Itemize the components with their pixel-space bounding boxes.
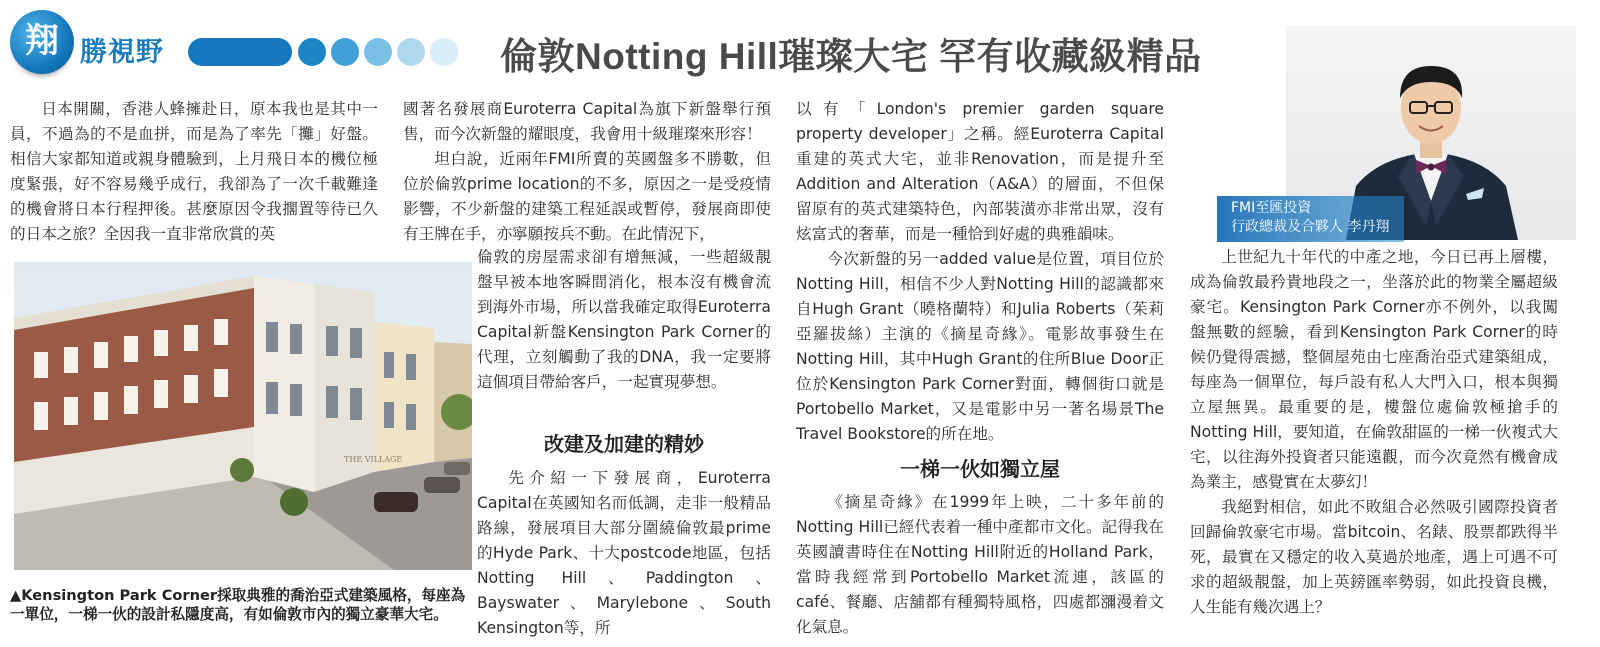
building-photo <box>14 262 472 570</box>
header-decoration-dot <box>331 38 359 66</box>
paragraph: 今次新盤的另一added value是位置，項目位於Notting Hill，相信不少人對Notting Hill的認識都來自Hugh Grant（曉格蘭特）和Julia Roberts（茱莉亞羅拔絲）主演的《摘星奇緣》。電影故事發生在Notting Hill，其中Hugh Grant的住所Blue Door正位於Kensington Park Corner對面，轉個街口就是Portobello Market，又是電影中另一著名場景The Travel Bookstore的所在地。 <box>796 250 1164 443</box>
paragraph: 先介紹一下發展商，Euroterra Capital在英國知名而低調，走非一般精品路線，發展項目大部分圍繞倫敦最prime的Hyde Park、十大postcode地區，包括Notting Hill、Paddington、Bayswater、Marylebone、South Kensington等，所 <box>477 469 771 637</box>
photo-caption: ▲Kensington Park Corner採取典雅的喬治亞式建築風格，每座為一單位，一梯一伙的設計私隱度高，有如倫敦市內的獨立豪華大宅。 <box>10 587 466 623</box>
article-column-2-bottom <box>477 466 771 641</box>
paragraph: 國著名發展商Euroterra Capital為旗下新盤舉行預售，而今次新盤的耀眼度，我會用十級璀璨來形容！ <box>403 100 771 143</box>
header-decoration-dot <box>430 38 458 66</box>
svg-text:THE VILLAGE: THE VILLAGE <box>344 455 403 464</box>
author-company: FMI至匯投資 <box>1231 200 1312 216</box>
paragraph: 以有「London's premier garden square property developer」之稱。經Euroterra Capital重建的英式大宅，並非Renovation，而是提升至Addition and Alteration（A&A）的層面，不但保留原有的英式建築特色，內部裝潢亦非常出眾，沒有炫富式的奢華，而是一種恰到好處的典雅韻味。 <box>796 100 1164 243</box>
paragraph: 倫敦的房屋需求卻有增無減，一些超級靚盤早被本地客瞬間消化，根本沒有機會流到海外市場，所以當我確定取得Euroterra Capital新盤Kensington Park Corner的代理，立刻觸動了我的DNA，我一定要將這個項目帶給客戶，一起實現夢想。 <box>477 248 771 391</box>
section-subhead: 一梯一伙如獨立屋 <box>900 457 1060 481</box>
article-column-4 <box>1190 245 1558 620</box>
paragraph: 日本開關，香港人蜂擁赴日，原本我也是其中一員，不過為的不是血拼，而是為了率先「攤」好盤。相信大家都知道或親身體驗到，上月飛日本的機位極度緊張，好不容易幾乎成行，我卻為了一次千載難逢的機會將日本行程押後。甚麼原因令我擱置等待已久的日本之旅？全因我一直非常欣賞的英 <box>10 100 378 243</box>
article-column-3 <box>796 97 1164 447</box>
headline: 倫敦Notting Hill璀璨大宅 罕有收藏級精品 <box>500 36 1202 77</box>
article-column-1 <box>10 97 378 247</box>
column-logo: 翔 <box>10 10 74 74</box>
header-decoration-dot <box>298 38 326 66</box>
column-name: 勝視野 <box>80 37 164 68</box>
paragraph: 《摘星奇緣》在1999年上映，二十多年前的Notting Hill已經代表着一種中產都市文化。記得我在英國讀書時住在Notting Hill附近的Holland Park，當時我經常到Portobello Market流連，該區的café、餐廳、店舖都有種獨特風格，四處都瀰漫着文化氣息。 <box>796 493 1164 636</box>
header-decoration-dot <box>364 38 392 66</box>
header-decoration-bar <box>188 38 292 66</box>
article-column-3-bottom <box>796 490 1164 640</box>
paragraph: 上世紀九十年代的中產之地，今日已再上層樓，成為倫敦最矜貴地段之一，坐落於此的物業全屬超級豪宅。Kensington Park Corner亦不例外，以我闖盤無數的經驗，看到Kensington Park Corner的時候仍覺得震撼，整個屋苑由七座喬治亞式建築組成，每座為一個單位，每戶設有私人大門入口，根本與獨立屋無異。最重要的是，樓盤位處倫敦極搶手的Notting Hill，要知道，在倫敦甜區的一梯一伙複式大宅，以往海外投資者只能遠觀，而今次竟然有機會成為業主，感覺實在太夢幻！ <box>1190 248 1558 491</box>
article-column-2-top <box>403 97 771 247</box>
author-title: 行政總裁及合夥人 李丹翔 <box>1231 219 1390 235</box>
paragraph: 坦白說，近兩年FMI所賣的英國盤多不勝數，但位於倫敦prime location的不多，原因之一是受疫情影響，不少新盤的建築工程延誤或暫停，發展商即使有王牌在手，亦寧願按兵不動。在此情況下， <box>403 150 771 243</box>
article-column-2-lower <box>477 245 771 395</box>
building-illustration <box>14 262 472 570</box>
paragraph: 我絕對相信，如此不敗組合必然吸引國際投資者回歸倫敦豪宅市場。當bitcoin、名錶、股票都跌得半死，最實在又穩定的收入莫過於地產，遇上可遇不可求的超級靚盤，加上英鎊匯率勢弱，如此投資良機，人生能有幾次遇上？ <box>1190 498 1558 616</box>
header-decoration-dot <box>397 38 425 66</box>
section-subhead: 改建及加建的精妙 <box>544 432 704 456</box>
author-caption <box>1214 196 1404 242</box>
